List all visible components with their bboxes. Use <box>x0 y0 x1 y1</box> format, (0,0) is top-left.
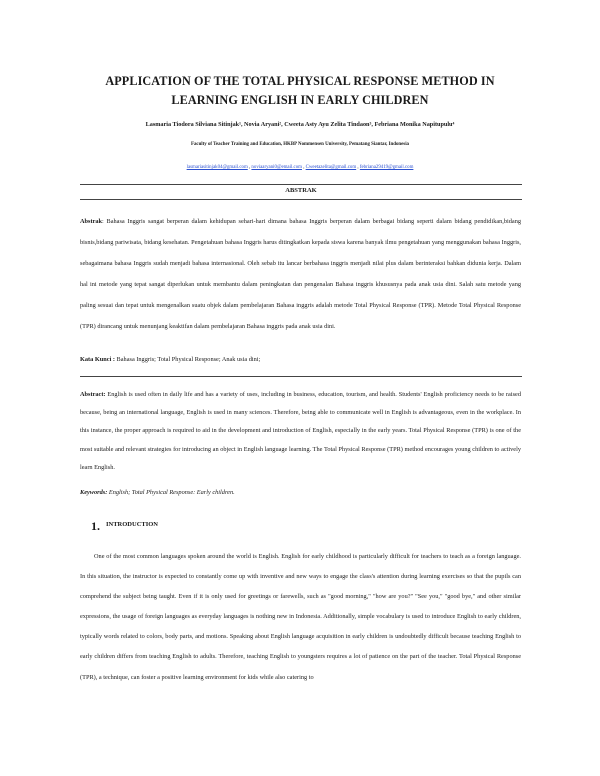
email-list <box>40 165 560 170</box>
keywords-text: English; Total Physical Response: Early children. <box>107 489 235 496</box>
section-title: INTRODUCTION <box>106 521 159 528</box>
introduction-heading <box>91 517 158 535</box>
affiliation: Faculty of Teacher Training and Education, HKBP Nommensen University, Pematang Siantar, Indonesia <box>190 142 410 147</box>
email-link-4[interactable]: febriana29419@gmail.com <box>359 165 414 170</box>
divider-middle <box>80 376 522 377</box>
title-line-1: APPLICATION OF THE TOTAL PHYSICAL RESPONSE METHOD IN <box>105 74 495 88</box>
section-number: 1. <box>91 519 100 533</box>
paper-title <box>60 72 540 110</box>
kata-kunci-text: Bahasa Inggris; Total Physical Response; Anak usia dini; <box>114 356 261 363</box>
keywords-label: Keywords: <box>80 489 108 496</box>
email-link-3[interactable]: Cweetazelita@gmail.com <box>305 165 357 170</box>
email-separator: , <box>247 165 252 170</box>
keywords-line <box>80 489 521 496</box>
abstrak-label: Abstrak <box>80 218 103 225</box>
abstrak-paragraph <box>80 212 521 337</box>
email-link-1[interactable]: lasmariasitinjak04@gmail.com <box>186 165 248 170</box>
email-separator: , <box>301 165 306 170</box>
title-line-2: LEARNING ENGLISH IN EARLY CHILDREN <box>171 93 429 107</box>
kata-kunci-label: Kata Kunci : <box>80 356 115 363</box>
abstract-paragraph <box>80 386 521 477</box>
abstract-label: Abstract: <box>80 391 106 398</box>
abstrak-text: : Bahasa Inggris sangat berperan dalam kehidupan sehari-hari dimana bahasa Inggris berperan dalam berbagai bidang seperti dalam bidang pendidikan,bidang bisnis,bidang pariwisata, bidang kesehatan. Pengetahuan bahasa Inggris harus ditingkatkan kepada siswa karena banyak ilmu pengetahuan yang menggunakan bahasa Inggris, sebagaimana bahasa Inggris sudah menjadi bahasa internasional. Oleh sebab itu lancar berbahasa inggris menjadi nilai plus dalam berinteraksi bahkan didunia kerja. Dalam hal ini metode yang tepat sangat diperlukan untuk membantu dalam peningkatan dan pengenalan Bahasa inggris khususnya pada anak usia dini. Salah satu metode yang paling sesuai dan tepat untuk mengenalkan suatu objek dalam pembelajaran Bahasa inggris adalah metode Total Physical Response (TPR). Metode Total Physical Response (TPR) dirancang untuk menunjang keaktifan dalam pembelajaran Bahasa inggris pada anak usia dini. <box>80 218 521 330</box>
email-link-2[interactable]: noviaaryani0@email.com <box>251 165 302 170</box>
divider-under-heading <box>80 199 522 200</box>
abstract-text: English is used often in daily life and has a variety of uses, including in business, education, tourism, and health. Students' English proficiency needs to be raised because, being an international language, English is used in many sciences. Therefore, being able to communicate well in English is advantageous, even in the workplace. In this instance, the proper approach is required to aid in the development and introduction of English, especially in the early years. Total Physical Response (TPR) is one of the most suitable and relevant strategies for introducing an object in English language learning. The Total Physical Response (TPR) method encourages young children to actively learn English. <box>80 391 521 471</box>
email-separator: , <box>356 165 360 170</box>
kata-kunci-line <box>80 356 521 363</box>
introduction-paragraph <box>80 547 521 688</box>
divider-top <box>80 184 522 185</box>
introduction-text: One of the most common languages spoken around the world is English. English for early childhood is particularly difficult for teachers to teach as a foreign language. In this situation, the instructor is expected to constantly come up with inventive and new ways to engage the class's attention during learning exercises so that the pupils can comprehend the subject being taught. Even if it is only used for greetings or farewells, such as "good morning," "how are you?" "See you," "good bye," and other similar expressions, the usage of foreign languages as everyday languages is nothing new in Indonesia. Additionally, simple vocabulary is used to introduce English to early children, typically words related to colors, body parts, and motions. Speaking about English language acquisition in early children is undoubtedly difficult because teaching English to early children differs from teaching English to adults. Therefore, teaching English to youngsters requires a lot of patience on the part of the teacher. Total Physical Response (TPR), a technique, can foster a positive learning environment for kids while also catering to <box>80 553 521 681</box>
abstrak-heading: ABSTRAK <box>285 187 317 194</box>
author-list: Lasmaria Tiodora Silviana Sitinjak¹, Novia Aryani², Cweeta Asty Ayu Zelita Tindaon³, Febriana Monika Napitupulu⁴ <box>145 121 455 128</box>
